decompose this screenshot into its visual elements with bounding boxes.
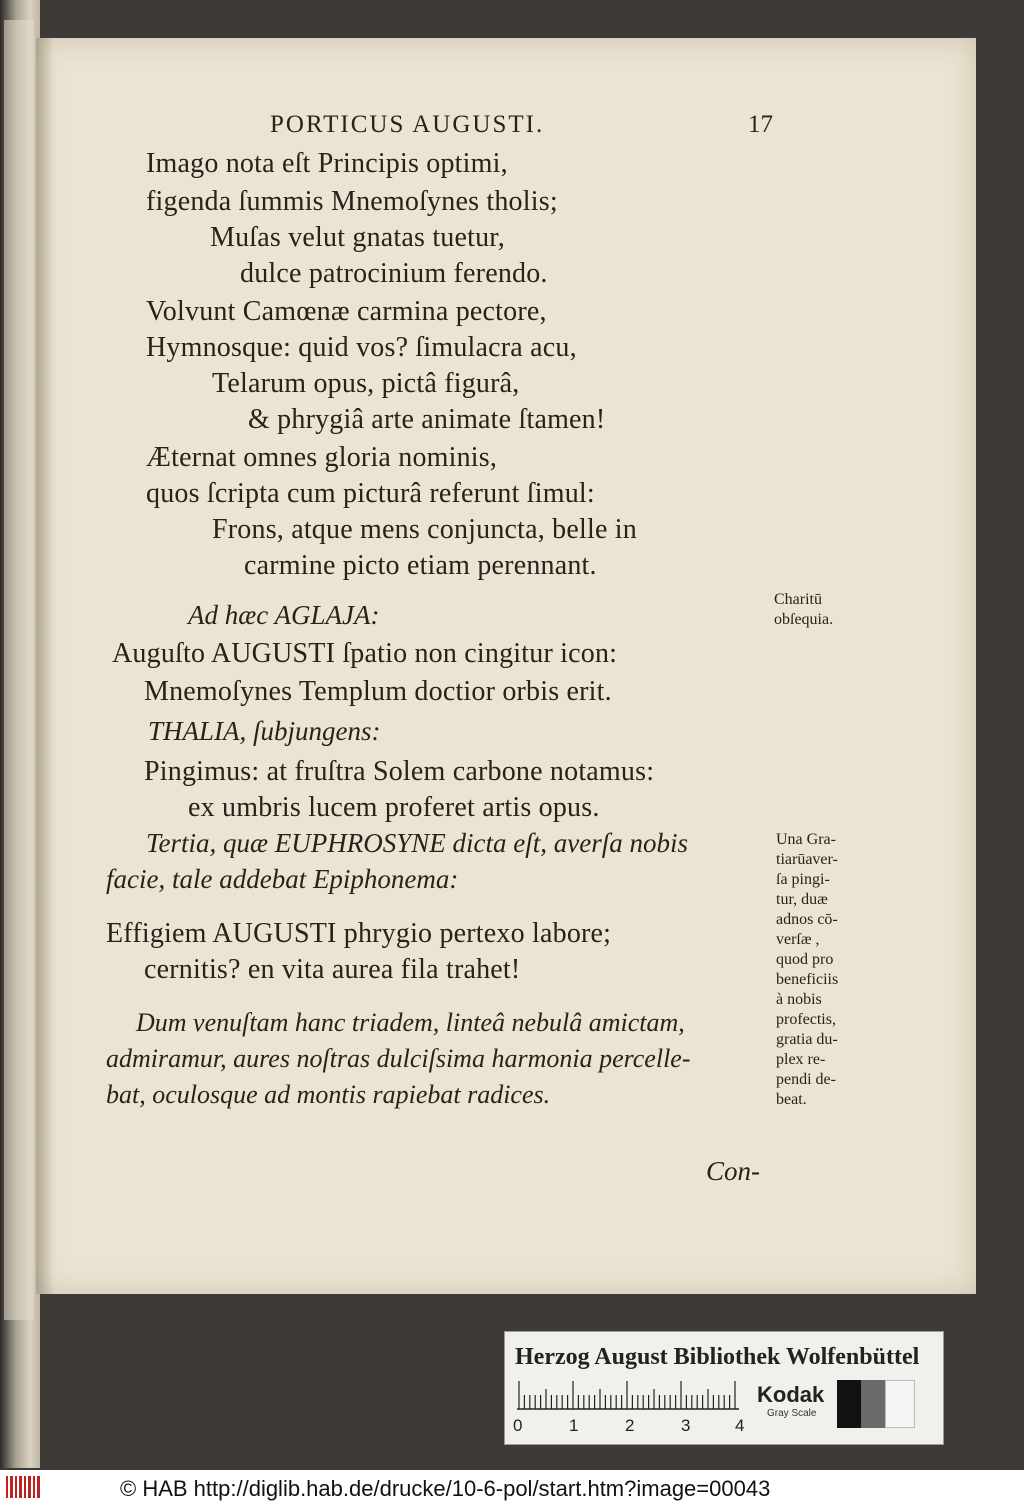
- library-colour-card: Herzog August Bibliothek Wolfenbüttel 0 1 2 3 4 Kodak Gray Scale: [504, 1331, 944, 1445]
- closing-line: bat, oculosque ad montis rapiebat radices.: [106, 1080, 551, 1109]
- euphrosyne-heading: facie, tale addebat Epiphonema:: [106, 864, 459, 894]
- verse-line: quos ſcripta cum picturâ referunt ſimul:: [146, 478, 595, 509]
- verse-line: Imago nota eſt Principis optimi,: [146, 148, 508, 179]
- thalia-line: Pingimus: at fruſtra Solem carbone notamus:: [144, 756, 655, 787]
- thalia-heading: THALIA, ſubjungens:: [148, 716, 381, 746]
- euphrosyne-line: Effigiem AUGUSTI phrygio pertexo labore;: [106, 918, 612, 949]
- running-head: PORTICUS AUGUSTI.: [270, 111, 545, 138]
- verse-line: Volvunt Camœnæ carmina pectore,: [146, 296, 547, 327]
- facing-page-edge: [0, 0, 40, 1468]
- verse-line: Hymnosque: quid vos? ſimulacra acu,: [146, 332, 577, 363]
- euphrosyne-heading: Tertia, quæ EUPHROSYNE dicta eſt, averſa nobis: [146, 828, 688, 858]
- gray-swatch-white: [885, 1380, 915, 1428]
- closing-line: Dum venuſtam hanc triadem, linteâ nebulâ amictam,: [136, 1008, 685, 1037]
- source-url[interactable]: © HAB http://diglib.hab.de/drucke/10-6-pol/start.htm?image=00043: [120, 1476, 771, 1501]
- aglaja-heading: Ad hæc AGLAJA:: [188, 600, 380, 630]
- margin-note: Una Gra- tiarūaver- ſa pingi- tur, duæ adnos cō- verſæ , quod pro beneficiis à nobis profectis, gratia du- plex re- pendi de- beat.: [776, 831, 839, 1108]
- aglaja-line: Mnemoſynes Templum doctior orbis erit.: [144, 676, 612, 707]
- library-name: Herzog August Bibliothek Wolfenbüttel: [515, 1344, 920, 1370]
- page-number: 17: [748, 111, 773, 138]
- verse-line: carmine picto etiam perennant.: [244, 550, 597, 581]
- verse-line: Frons, atque mens conjuncta, belle in: [212, 514, 637, 545]
- measurement-ruler: [517, 1380, 739, 1410]
- closing-line: admiramur, aures noſtras dulciſsima harmonia percelle-: [106, 1044, 691, 1073]
- margin-note: Charitū obſequia.: [774, 591, 834, 628]
- euphrosyne-line: cernitis? en vita aurea fila trahet!: [144, 954, 521, 985]
- kodak-logo: Kodak: [757, 1382, 825, 1407]
- verse-line: Muſas velut gnatas tuetur,: [210, 222, 505, 253]
- verse-line: Telarum opus, pictâ figurâ,: [212, 368, 520, 399]
- thalia-line: ex umbris lucem proferet artis opus.: [188, 792, 600, 823]
- verse-line: dulce patrocinium ferendo.: [240, 258, 548, 289]
- verse-line: Æternat omnes gloria nominis,: [146, 442, 498, 473]
- copyright-footer: [0, 1470, 1024, 1506]
- barcode-icon: [4, 1474, 44, 1500]
- gray-swatch-black: [837, 1380, 861, 1428]
- aglaja-line: Auguſto AUGUSTI ſpatio non cingitur icon:: [112, 638, 618, 669]
- gray-swatch-mid: [861, 1380, 885, 1428]
- book-page: [36, 38, 976, 1294]
- verse-line: & phrygiâ arte animate ſtamen!: [248, 404, 606, 435]
- verse-line: figenda ſummis Mnemoſynes tholis;: [146, 186, 558, 217]
- catchword: Con-: [706, 1156, 760, 1186]
- gray-scale-label: Gray Scale: [767, 1408, 817, 1419]
